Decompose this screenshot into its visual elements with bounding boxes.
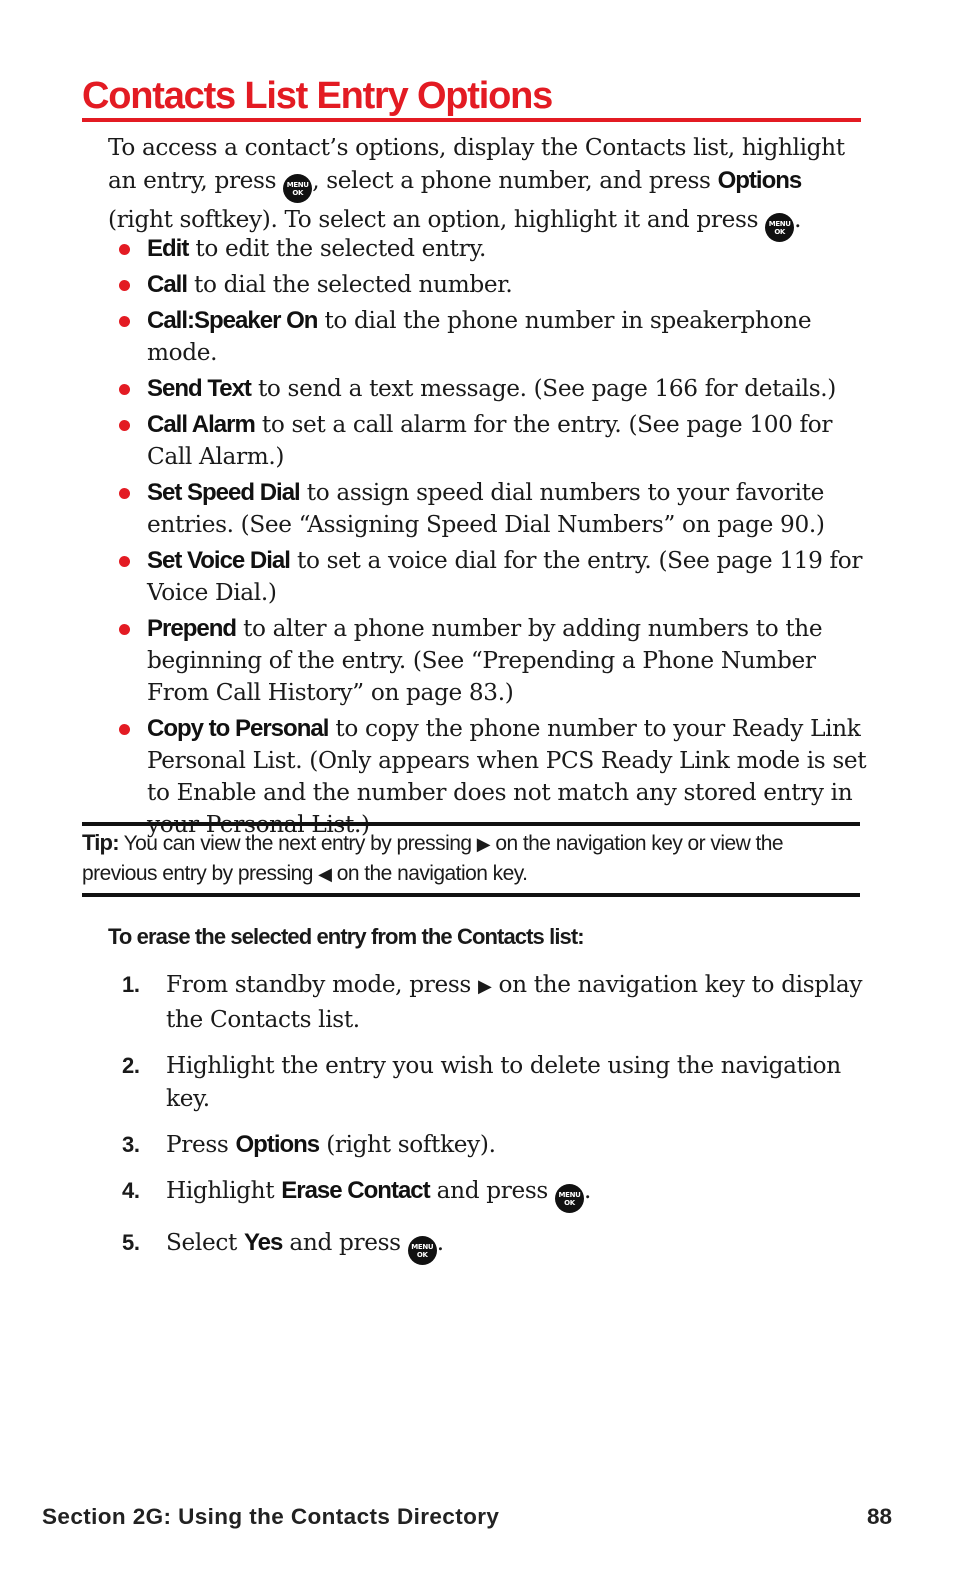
intro-paragraph [108, 131, 868, 242]
erase-heading: To erase the selected entry from the Contacts list: [108, 924, 584, 949]
intro-text-3: (right softkey). To select an option, highlight it and press [108, 206, 759, 233]
option-description: to send a text message. (See page 166 for details.) [257, 375, 836, 402]
options-list [108, 233, 868, 845]
right-arrow-icon: ▶ [476, 834, 491, 855]
bullet-icon [119, 420, 130, 431]
option-item-call-alarm [108, 409, 868, 473]
menu-icon-line2: OK [564, 1199, 575, 1207]
option-item-call [108, 269, 868, 301]
option-term: Call Alarm [147, 411, 255, 438]
tip-text-1: You can view the next entry by pressing [123, 832, 472, 855]
left-arrow-icon: ◀ [318, 864, 332, 885]
step-item [108, 968, 868, 1036]
option-item-send-text [108, 373, 868, 405]
step-text: Press [166, 1131, 229, 1158]
bullet-icon [119, 556, 130, 567]
menu-icon-line2: OK [416, 1251, 428, 1259]
menu-icon-line1: MENU [768, 220, 791, 228]
bullet-icon [119, 384, 130, 395]
step-text: Highlight the entry you wish to delete using the navigation key. [166, 1052, 841, 1112]
tip-top-rule [82, 822, 860, 826]
bullet-icon [119, 280, 130, 291]
title-rule [82, 118, 861, 122]
menu-ok-key-icon [283, 174, 312, 203]
menu-ok-key-icon [555, 1184, 584, 1213]
bullet-icon [119, 316, 130, 327]
option-description: to edit the selected entry. [195, 235, 487, 262]
options-softkey-label: Options [717, 167, 802, 194]
intro-text-1: To access a contact’s options, display the Contacts list, highlight an entry, press [108, 134, 845, 194]
option-term: Send Text [147, 375, 251, 402]
option-description: to alter a phone number by adding numbers to the beginning of the entry. (See “Prepending a Phone Number From Call History” on page 83.) [147, 615, 823, 706]
step-command: Erase Contact [281, 1177, 430, 1204]
menu-icon-line2: OK [292, 189, 304, 197]
option-description: to set a voice dial for the entry. (See page 119 for Voice Dial.) [147, 547, 863, 606]
step-item [108, 1174, 868, 1213]
tip-bottom-rule [82, 893, 860, 897]
menu-icon-line1: MENU [411, 1243, 434, 1251]
tip-text-3: on the navigation key. [336, 862, 528, 885]
menu-icon-line1: MENU [558, 1191, 581, 1199]
erase-steps-list [108, 968, 868, 1278]
step-text: Select [166, 1229, 237, 1256]
page-number: 88 [866, 1504, 892, 1529]
step-text: Highlight [166, 1177, 275, 1204]
footer-section-title: Section 2G: Using the Contacts Directory [42, 1504, 500, 1529]
option-term: Call [147, 271, 188, 298]
step-text: From standby mode, press [166, 971, 471, 998]
step-item [108, 1226, 868, 1265]
step-number: 4. [122, 1178, 140, 1203]
bullet-icon [119, 624, 130, 635]
step-text: on the navigation key to display the Contacts list. [166, 971, 863, 1033]
option-term: Prepend [147, 615, 237, 642]
step-number: 3. [122, 1132, 140, 1157]
bullet-icon [119, 244, 130, 255]
page-title: Contacts List Entry Options [82, 75, 553, 117]
menu-icon-line2: OK [774, 228, 785, 236]
bullet-icon [119, 488, 130, 499]
step-text: (right softkey). [326, 1131, 496, 1158]
option-item-prepend [108, 613, 868, 709]
step-item [108, 1128, 868, 1161]
step-item [108, 1049, 868, 1115]
option-term: Set Voice Dial [147, 547, 290, 574]
step-number: 5. [122, 1230, 140, 1255]
option-description: to dial the phone number in speakerphone mode. [147, 307, 812, 366]
tip-text-2: on the navigation key or view the previous entry by pressing [82, 832, 784, 885]
bullet-icon [119, 724, 130, 735]
option-term: Copy to Personal [147, 715, 329, 742]
step-text: and press [436, 1177, 548, 1204]
option-term: Set Speed Dial [147, 479, 300, 506]
option-term: Call:Speaker On [147, 307, 318, 334]
step-number: 2. [122, 1053, 140, 1078]
option-description: to copy the phone number to your Ready Link Personal List. (Only appears when PCS Ready Link mode is set to Enable and the number does not match any stored entry in [147, 715, 867, 806]
option-term: Edit [147, 235, 189, 262]
right-arrow-icon: ▶ [477, 976, 492, 997]
option-description: to set a call alarm for the entry. (See page 100 for Call Alarm.) [147, 411, 833, 470]
step-command: Yes [243, 1229, 283, 1256]
option-item-set-voice-dial [108, 545, 868, 609]
step-text: . [436, 1229, 444, 1256]
menu-icon-line1: MENU [286, 181, 309, 189]
step-text: . [583, 1177, 591, 1204]
menu-ok-key-icon [408, 1236, 437, 1265]
step-command: Options [235, 1131, 320, 1158]
option-description: to assign speed dial numbers to your favorite entries. (See “Assigning Speed Dial Numbers” on page 90.) [147, 479, 825, 538]
tip-box [82, 828, 862, 889]
step-number: 1. [122, 972, 140, 997]
tip-label: Tip: [82, 830, 119, 855]
option-item-edit [108, 233, 868, 265]
option-description: to dial the selected number. [194, 271, 513, 298]
option-item-call-speaker-on [108, 305, 868, 369]
option-item-set-speed-dial [108, 477, 868, 541]
intro-text-4: . [794, 206, 802, 233]
intro-text-2: , select a phone number, and press [312, 167, 711, 194]
step-text: and press [289, 1229, 401, 1256]
